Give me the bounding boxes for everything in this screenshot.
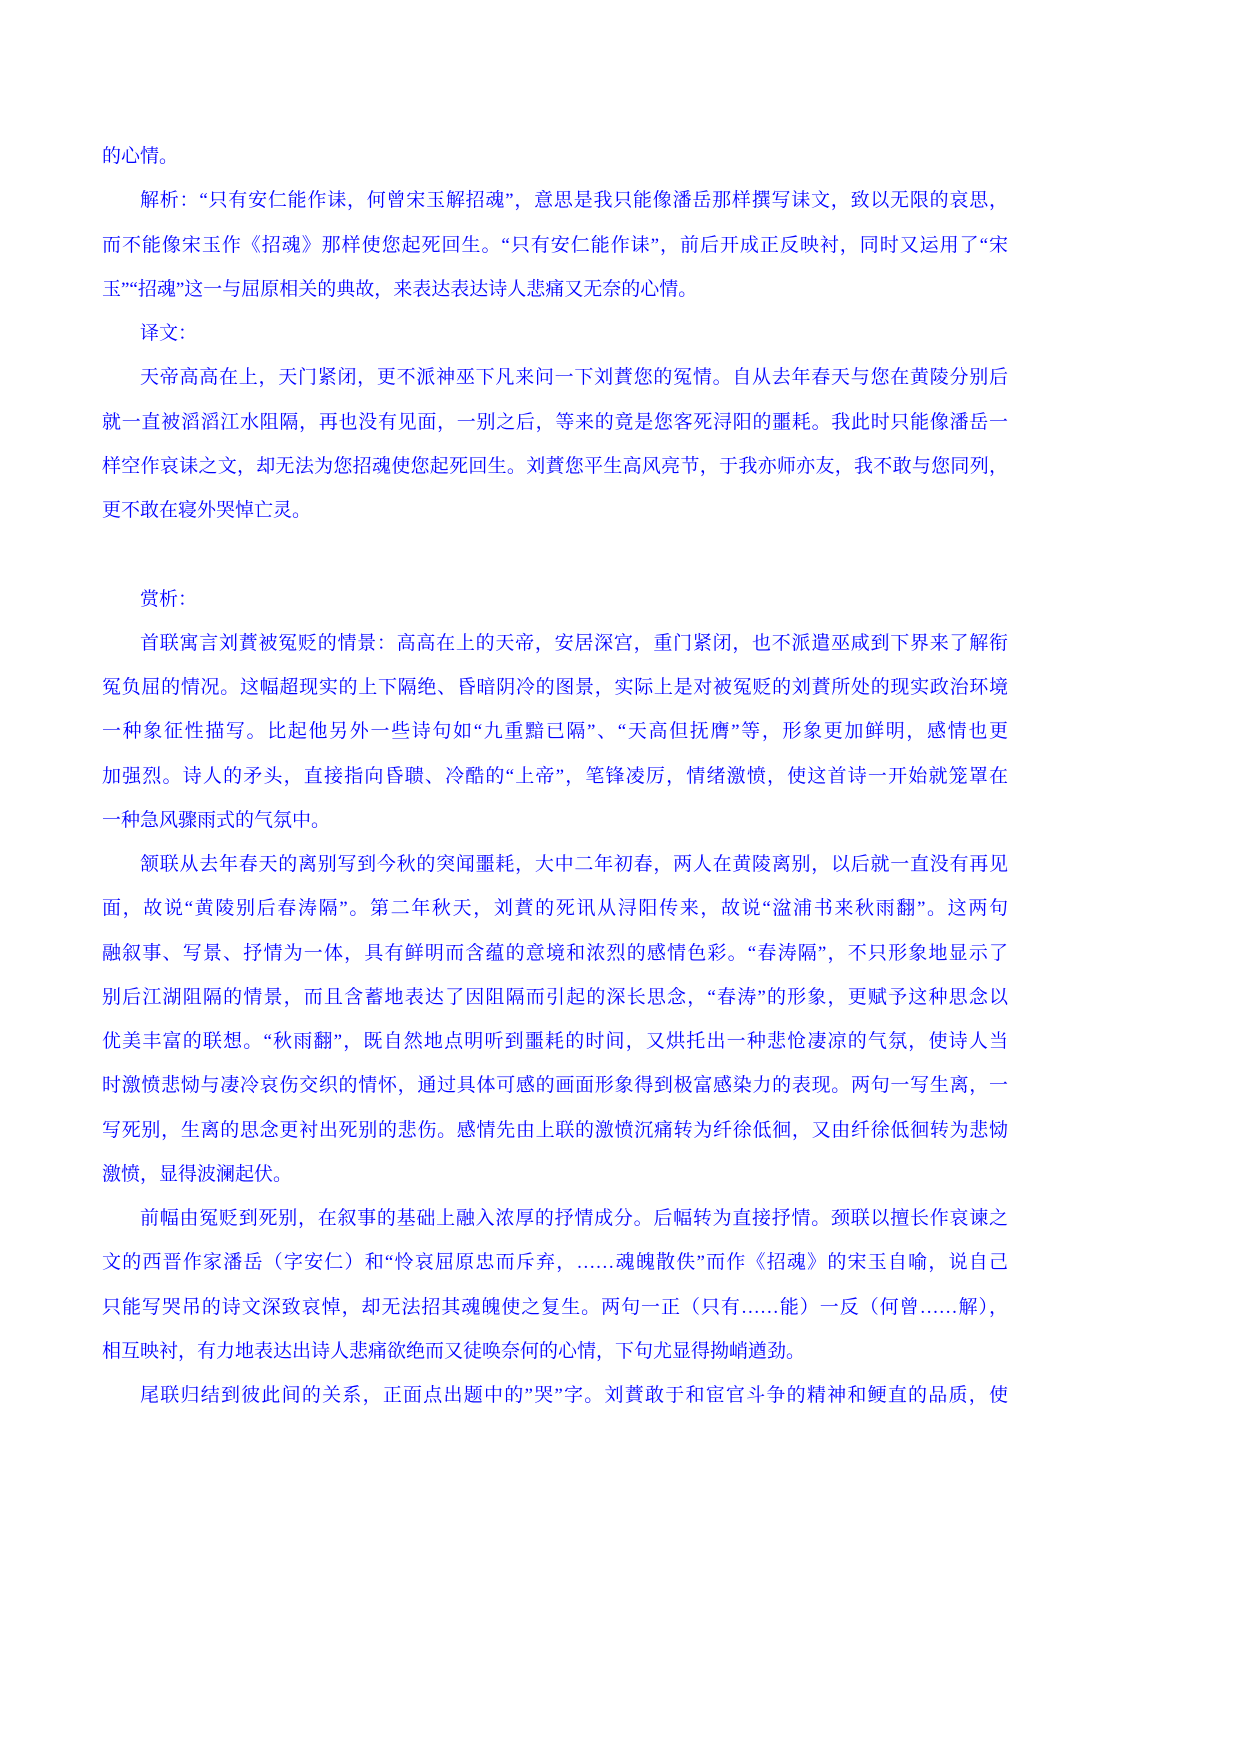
text-line: 优美丰富的联想。“秋雨翻”，既自然地点明听到噩耗的时间，又烘托出一种悲怆凄凉的气氛，使诗人当 [102, 1031, 1008, 1052]
text-line: 更不敢在寝外哭悼亡灵。 [102, 500, 312, 521]
text-line: 前幅由冤贬到死别，在叙事的基础上融入浓厚的抒情成分。后幅转为直接抒情。颈联以擅长作哀谏之 [140, 1208, 1008, 1229]
text-line: 而不能像宋玉作《招魂》那样使您起死回生。“只有安仁能作诔”，前后开成正反映衬，同时又运用了“宋 [102, 234, 1008, 256]
appreciation-paragraph-2 [102, 843, 1008, 1197]
analysis-paragraph [102, 179, 1008, 312]
text-line: 首联寓言刘蕡被冤贬的情景：高高在上的天帝，安居深宫，重门紧闭，也不派遣巫咸到下界来了解衔 [140, 632, 1008, 654]
document-body [102, 135, 1008, 1418]
text-line: 就一直被滔滔江水阻隔，再也没有见面，一别之后，等来的竟是您客死浔阳的噩耗。我此时只能像潘岳一 [102, 411, 1008, 433]
text-line: 文的西晋作家潘岳（字安仁）和“怜哀屈原忠而斥弃，……魂魄散佚”而作《招魂》的宋玉自喻，说自己 [102, 1252, 1008, 1274]
text-line: 激愤，显得波澜起伏。 [102, 1163, 293, 1185]
text-line: 写死别，生离的思念更衬出死别的悲伤。感情先由上联的激愤沉痛转为纤徐低徊，又由纤徐低徊转为悲恸 [102, 1119, 1008, 1141]
text-line: 尾联归结到彼此间的关系，正面点出题中的”哭”字。刘蕡敢于和宦官斗争的精神和鲠直的品质，使 [140, 1385, 1008, 1406]
text-line: 冤负屈的情况。这幅超现实的上下隔绝、昏暗阴冷的图景，实际上是对被冤贬的刘蕡所处的现实政治环境 [102, 677, 1008, 698]
translation-paragraph [102, 356, 1008, 533]
appreciation-paragraph-1 [102, 622, 1008, 843]
text-line: 一种急风骤雨式的气氛中。 [102, 809, 331, 831]
text-line: 样空作哀诔之文，却无法为您招魂使您起死回生。刘蕡您平生高风亮节，于我亦师亦友，我不敢与您同列， [102, 455, 1008, 477]
continuation-paragraph [102, 135, 1008, 179]
text-line: 只能写哭吊的诗文深致哀悼，却无法招其魂魄使之复生。两句一正（只有……能）一反（何曾……解）， [102, 1296, 1008, 1318]
appreciation-paragraph-4 [102, 1374, 1008, 1418]
text-line: 玉”“招魂”这一与屈原相关的典故，来表达表达诗人悲痛又无奈的心情。 [102, 278, 698, 300]
text-line: 天帝高高在上，天门紧闭，更不派神巫下凡来问一下刘蕡您的冤情。自从去年春天与您在黄陵分别后 [140, 367, 1008, 389]
appreciation-paragraph-3 [102, 1197, 1008, 1374]
translation-heading: 译文： [140, 323, 198, 344]
text-line: 融叙事、写景、抒情为一体，具有鲜明而含蕴的意境和浓烈的感情色彩。“春涛隔”，不只形象地显示了 [102, 942, 1008, 964]
text-line: 颔联从去年春天的离别写到今秋的突闻噩耗，大中二年初春，两人在黄陵离别，以后就一直没有再见 [140, 854, 1008, 875]
text-line: 一种象征性描写。比起他另外一些诗句如“九重黯已隔”、“天高但抚膺”等，形象更加鲜明，感情也更 [102, 721, 1008, 743]
text-line: 面，故说“黄陵别后春涛隔”。第二年秋天，刘蕡的死讯从浔阳传来，故说“湓浦书来秋雨翻”。这两句 [102, 898, 1008, 920]
text-line: 加强烈。诗人的矛头，直接指向昏聩、冷酷的“上帝”，笔锋凌厉，情绪激愤，使这首诗一开始就笼罩在 [102, 765, 1008, 787]
appreciation-heading: 赏析： [140, 588, 198, 610]
blank-line [102, 533, 1008, 577]
text-line: 解析：“只有安仁能作诔，何曾宋玉解招魂”，意思是我只能像潘岳那样撰写诔文，致以无限的哀思， [140, 190, 1008, 212]
text-line: 别后江湖阻隔的情景，而且含蓄地表达了因阻隔而引起的深长思念，“春涛”的形象，更赋予这种思念以 [102, 986, 1008, 1008]
text-line: 相互映衬，有力地表达出诗人悲痛欲绝而又徒唤奈何的心情，下句尤显得拗峭遒劲。 [102, 1340, 806, 1362]
text-line: 时激愤悲恸与凄冷哀伤交织的情怀，通过具体可感的画面形象得到极富感染力的表现。两句一写生离，一 [102, 1075, 1008, 1097]
text-line: 的心情。 [102, 146, 179, 167]
